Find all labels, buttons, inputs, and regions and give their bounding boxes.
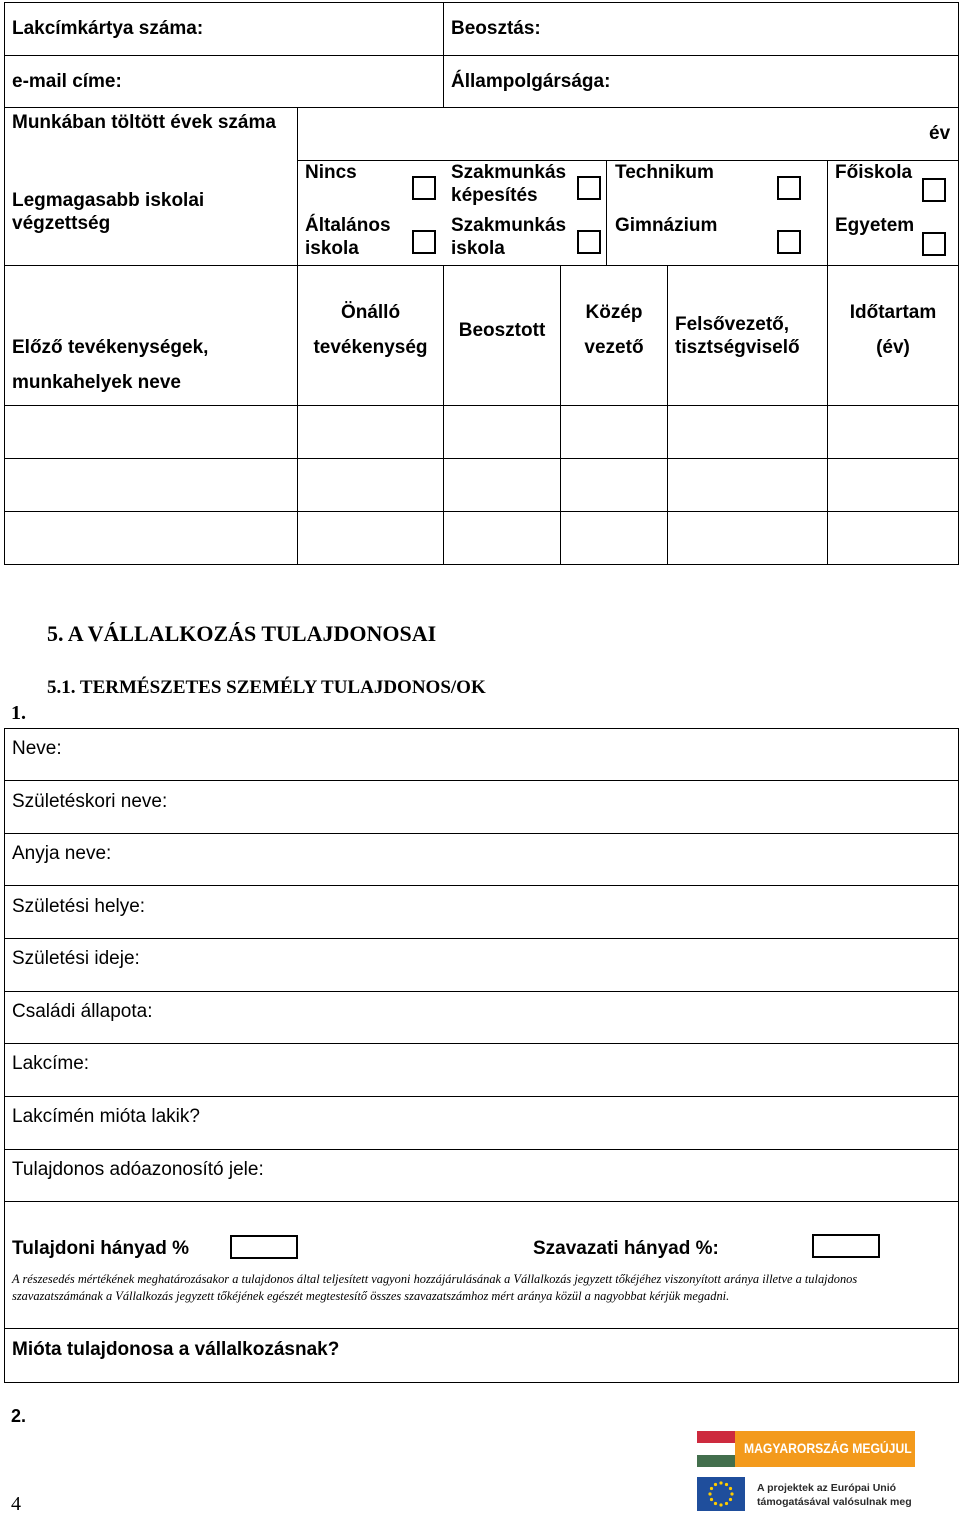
eu-flag-icon	[697, 1477, 745, 1511]
logo-bottom-line1: A projektek az Európai Unió	[757, 1482, 897, 1494]
ownership-share-input[interactable]	[230, 1235, 298, 1259]
education-option-primary-school: Általános iskola	[305, 215, 391, 259]
activity-row-2-workplace-cell[interactable]	[5, 459, 297, 511]
column-employee: Beosztott	[458, 320, 546, 341]
email-label: e-mail címe:	[12, 71, 122, 92]
field-birth-date: Születési ideje:	[12, 948, 140, 969]
education-option-university: Egyetem	[835, 215, 915, 236]
logo-bottom-line2: támogatásával valósulnak meg	[757, 1496, 912, 1508]
activity-row-3-workplace-cell[interactable]	[5, 512, 297, 564]
education-option-college: Főiskola	[835, 162, 913, 183]
checkbox-university[interactable]	[922, 232, 946, 256]
share-calculation-note: A részesedés mértékének meghatározásakor a tulajdonos által teljesített vagyoni hozzájárulásának a Vállalkozás jegyzett tőkéjéhez viszonyított aránya illetve a tulajdonos szavazatszámának a Vállalkozás jegyzett tőkéjének egészét megtestesítő összes szavazatszámhoz mért aránya közül a nagyobbat kérjük megadni.	[12, 1272, 858, 1303]
education-option-vocational-school: Szakmunkás iskola	[451, 215, 567, 259]
citizenship-label: Állampolgársága:	[451, 71, 611, 92]
education-option-vocational-qualification: Szakmunkás képesítés	[451, 162, 567, 206]
owner-number-2: 2.	[11, 1406, 27, 1426]
checkbox-none[interactable]	[412, 176, 436, 200]
position-label: Beosztás:	[451, 18, 541, 39]
field-address-since: Lakcímén mióta lakik?	[12, 1106, 200, 1127]
checkbox-vocational-qualification[interactable]	[577, 176, 601, 200]
field-name: Neve:	[12, 738, 62, 759]
education-label: Legmagasabb iskolai végzettség	[12, 190, 205, 234]
education-option-technical-school: Technikum	[615, 162, 714, 183]
column-duration-line1: Időtartam	[849, 302, 937, 323]
education-option-grammar-school: Gimnázium	[615, 215, 718, 236]
column-duration-line2: (év)	[876, 337, 910, 358]
field-birth-name: Születéskori neve:	[12, 791, 168, 812]
ownership-share-label: Tulajdoni hányad %	[12, 1238, 189, 1259]
page-number: 4	[11, 1493, 21, 1515]
section-heading: 5. A VÁLLALKOZÁS TULAJDONOSAI	[47, 621, 437, 646]
owner-number-1: 1.	[11, 702, 26, 724]
years-worked-label: Munkában töltött évek száma	[12, 112, 276, 133]
column-workplaces-line1: Előző tevékenységek,	[12, 337, 209, 358]
voting-share-label: Szavazati hányad %:	[533, 1238, 719, 1259]
column-middle-manager-line2: vezető	[584, 337, 644, 358]
section-subheading: 5.1. TERMÉSZETES SZEMÉLY TULAJDONOS/OK	[47, 677, 486, 698]
activity-row-1-workplace-cell[interactable]	[5, 406, 297, 458]
field-marital-status: Családi állapota:	[12, 1001, 153, 1022]
checkbox-college[interactable]	[922, 178, 946, 202]
checkbox-technical-school[interactable]	[777, 176, 801, 200]
owner-since-label: Mióta tulajdonosa a vállalkozásnak?	[12, 1339, 340, 1360]
column-self-employed-line2: tevékenység	[313, 337, 428, 358]
magyarorszag-megujul-logo	[697, 1431, 915, 1515]
checkbox-vocational-school[interactable]	[577, 230, 601, 254]
years-unit: év	[929, 123, 951, 144]
field-birth-place: Születési helye:	[12, 896, 146, 917]
card-number-label: Lakcímkártya száma:	[12, 18, 204, 39]
column-senior-manager-line1: Felsővezető,	[675, 314, 790, 335]
field-address: Lakcíme:	[12, 1053, 90, 1074]
column-senior-manager-line2: tisztségviselő	[675, 337, 800, 358]
voting-share-input[interactable]	[812, 1234, 880, 1258]
field-mother-name: Anyja neve:	[12, 843, 112, 864]
column-middle-manager-line1: Közép	[585, 302, 643, 323]
column-self-employed-line1: Önálló	[340, 302, 401, 323]
logo-top-text: MAGYARORSZÁG MEGÚJUL	[744, 1441, 912, 1456]
column-workplaces-line2: munkahelyek neve	[12, 372, 181, 393]
field-tax-id: Tulajdonos adóazonosító jele:	[12, 1159, 264, 1180]
checkbox-grammar-school[interactable]	[777, 230, 801, 254]
checkbox-primary-school[interactable]	[412, 230, 436, 254]
education-option-none: Nincs	[305, 162, 357, 183]
